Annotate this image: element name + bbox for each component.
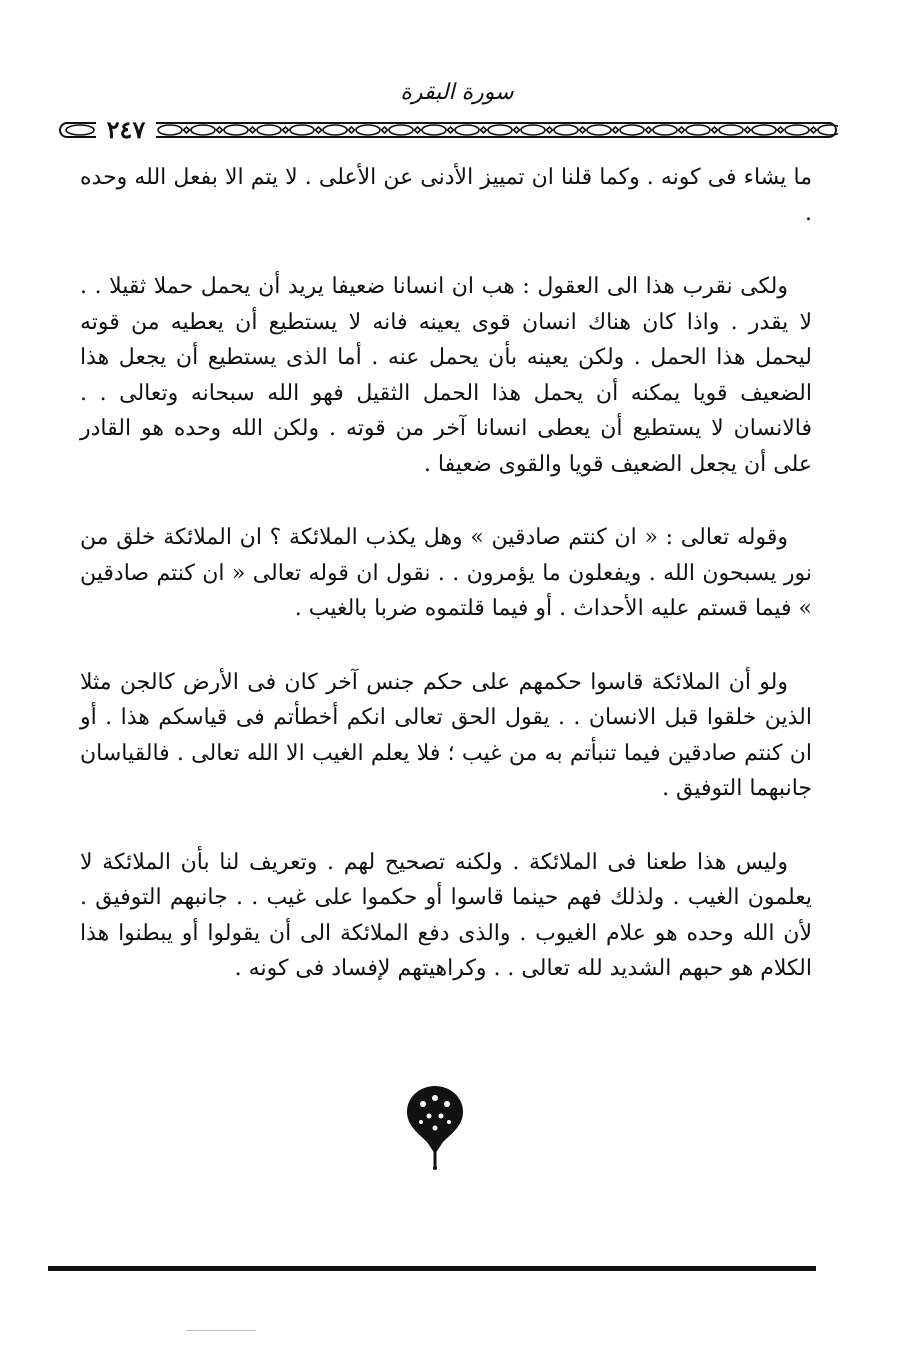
paragraph-2: ولكى نقرب هذا الى العقول : هب ان انسانا ضعيفا يريد أن يحمل حملا ثقيلا . . لا يقدر . واذا كان هناك انسان قوى يعينه فانه لا يستطيع أن يعطيه من قوته ليحمل هذا الحمل . ولكن يعينه بأن يحمل عنه . أما الذى يستطيع أن يجعل هذا الضعيف قويا يمكنه أن يحمل هذا الحمل الثقيل فهو الله سبحانه وتعالى . . فالانسان لا يستطيع أن يعطى انسانا آخر من قوته . ولكن الله وحده هو القادر على أن يجعل الضعيف قويا والقوى ضعيفا . xyxy=(80,274,812,477)
chain-diamond xyxy=(415,127,421,133)
chain-link xyxy=(653,125,677,135)
chain-link xyxy=(290,125,314,135)
chain-link xyxy=(224,125,248,135)
chain-diamond xyxy=(580,127,586,133)
chain-diamond xyxy=(184,127,190,133)
chain-link xyxy=(323,125,347,135)
chain-link xyxy=(356,125,380,135)
chain-link xyxy=(521,125,545,135)
chain-link xyxy=(686,125,710,135)
paragraph-4: ولو أن الملائكة قاسوا حكمهم على حكم جنس آخر كان فى الأرض كالجن مثلا الذين خلقوا قبل الانسان . . يقول الحق تعالى انكم أخطأتم فى قياسكم هذا . أو ان كنتم صادقين فيما تنبأتم به من غيب ؛ فلا يعلم الغيب الا الله تعالى . فالقياسان جانبهما التوفيق . xyxy=(80,669,812,801)
page-body xyxy=(80,160,812,987)
chain-link xyxy=(158,125,182,135)
chain-diamond xyxy=(217,127,223,133)
chain-diamond xyxy=(316,127,322,133)
header-chain-border xyxy=(58,118,838,142)
chain-link xyxy=(455,125,479,135)
paragraph-5: وليس هذا طعنا فى الملائكة . ولكنه تصحيح لهم . وتعريف لنا بأن الملائكة لا يعلمون الغيب . ولذلك فهم حينما قاسوا أو حكموا على غيب . . جانبهم التوفيق . لأن الله وحده هو علام الغيوب . والذى دفع الملائكة الى أن يقولوا أو يبطنوا هذا الكلام هو حبهم الشديد لله تعالى . . وكراهيتهم لإفساد فى كونه . xyxy=(80,849,812,981)
chain-link xyxy=(752,125,776,135)
chain-diamond xyxy=(283,127,289,133)
chain-link xyxy=(587,125,611,135)
chain-diamond xyxy=(514,127,520,133)
chain-link xyxy=(620,125,644,135)
chain-link xyxy=(422,125,446,135)
chain-diamond xyxy=(481,127,487,133)
chain-diamond xyxy=(547,127,553,133)
chain-link xyxy=(66,125,94,135)
chain-link xyxy=(488,125,512,135)
chain-diamond xyxy=(349,127,355,133)
chain-diamond xyxy=(679,127,685,133)
chain-link xyxy=(191,125,215,135)
chain-diamond xyxy=(778,127,784,133)
page-number: ٢٤٧ xyxy=(96,116,156,144)
chain-link xyxy=(257,125,281,135)
paragraph-3: وقوله تعالى : « ان كنتم صادقين » وهل يكذب الملائكة ؟ ان الملائكة خلق من نور يسبحون الله . ويفعلون ما يؤمرون . . نقول ان قوله تعالى « ان كنتم صادقين » فيما قستم عليه الأحداث . أو فيما قلتموه ضربا بالغيب . xyxy=(80,525,812,621)
chain-link xyxy=(554,125,578,135)
chain-diamond xyxy=(448,127,454,133)
surah-title: سورة البقرة xyxy=(400,80,514,105)
chain-diamond xyxy=(712,127,718,133)
footer-rule xyxy=(48,1266,816,1271)
paragraph-1: ما يشاء فى كونه . وكما قلنا ان تمييز الأدنى عن الأعلى . لا يتم الا بفعل الله وحده . xyxy=(80,165,813,226)
chain-diamond xyxy=(613,127,619,133)
chain-diamond xyxy=(811,127,817,133)
chain-diamond xyxy=(382,127,388,133)
chain-diamond xyxy=(250,127,256,133)
footer-thin-rule xyxy=(186,1330,256,1331)
chain-link xyxy=(719,125,743,135)
chain-link xyxy=(389,125,413,135)
chain-link xyxy=(785,125,809,135)
chain-diamond xyxy=(745,127,751,133)
floral-ornament-icon xyxy=(401,1082,469,1170)
chain-diamond xyxy=(646,127,652,133)
